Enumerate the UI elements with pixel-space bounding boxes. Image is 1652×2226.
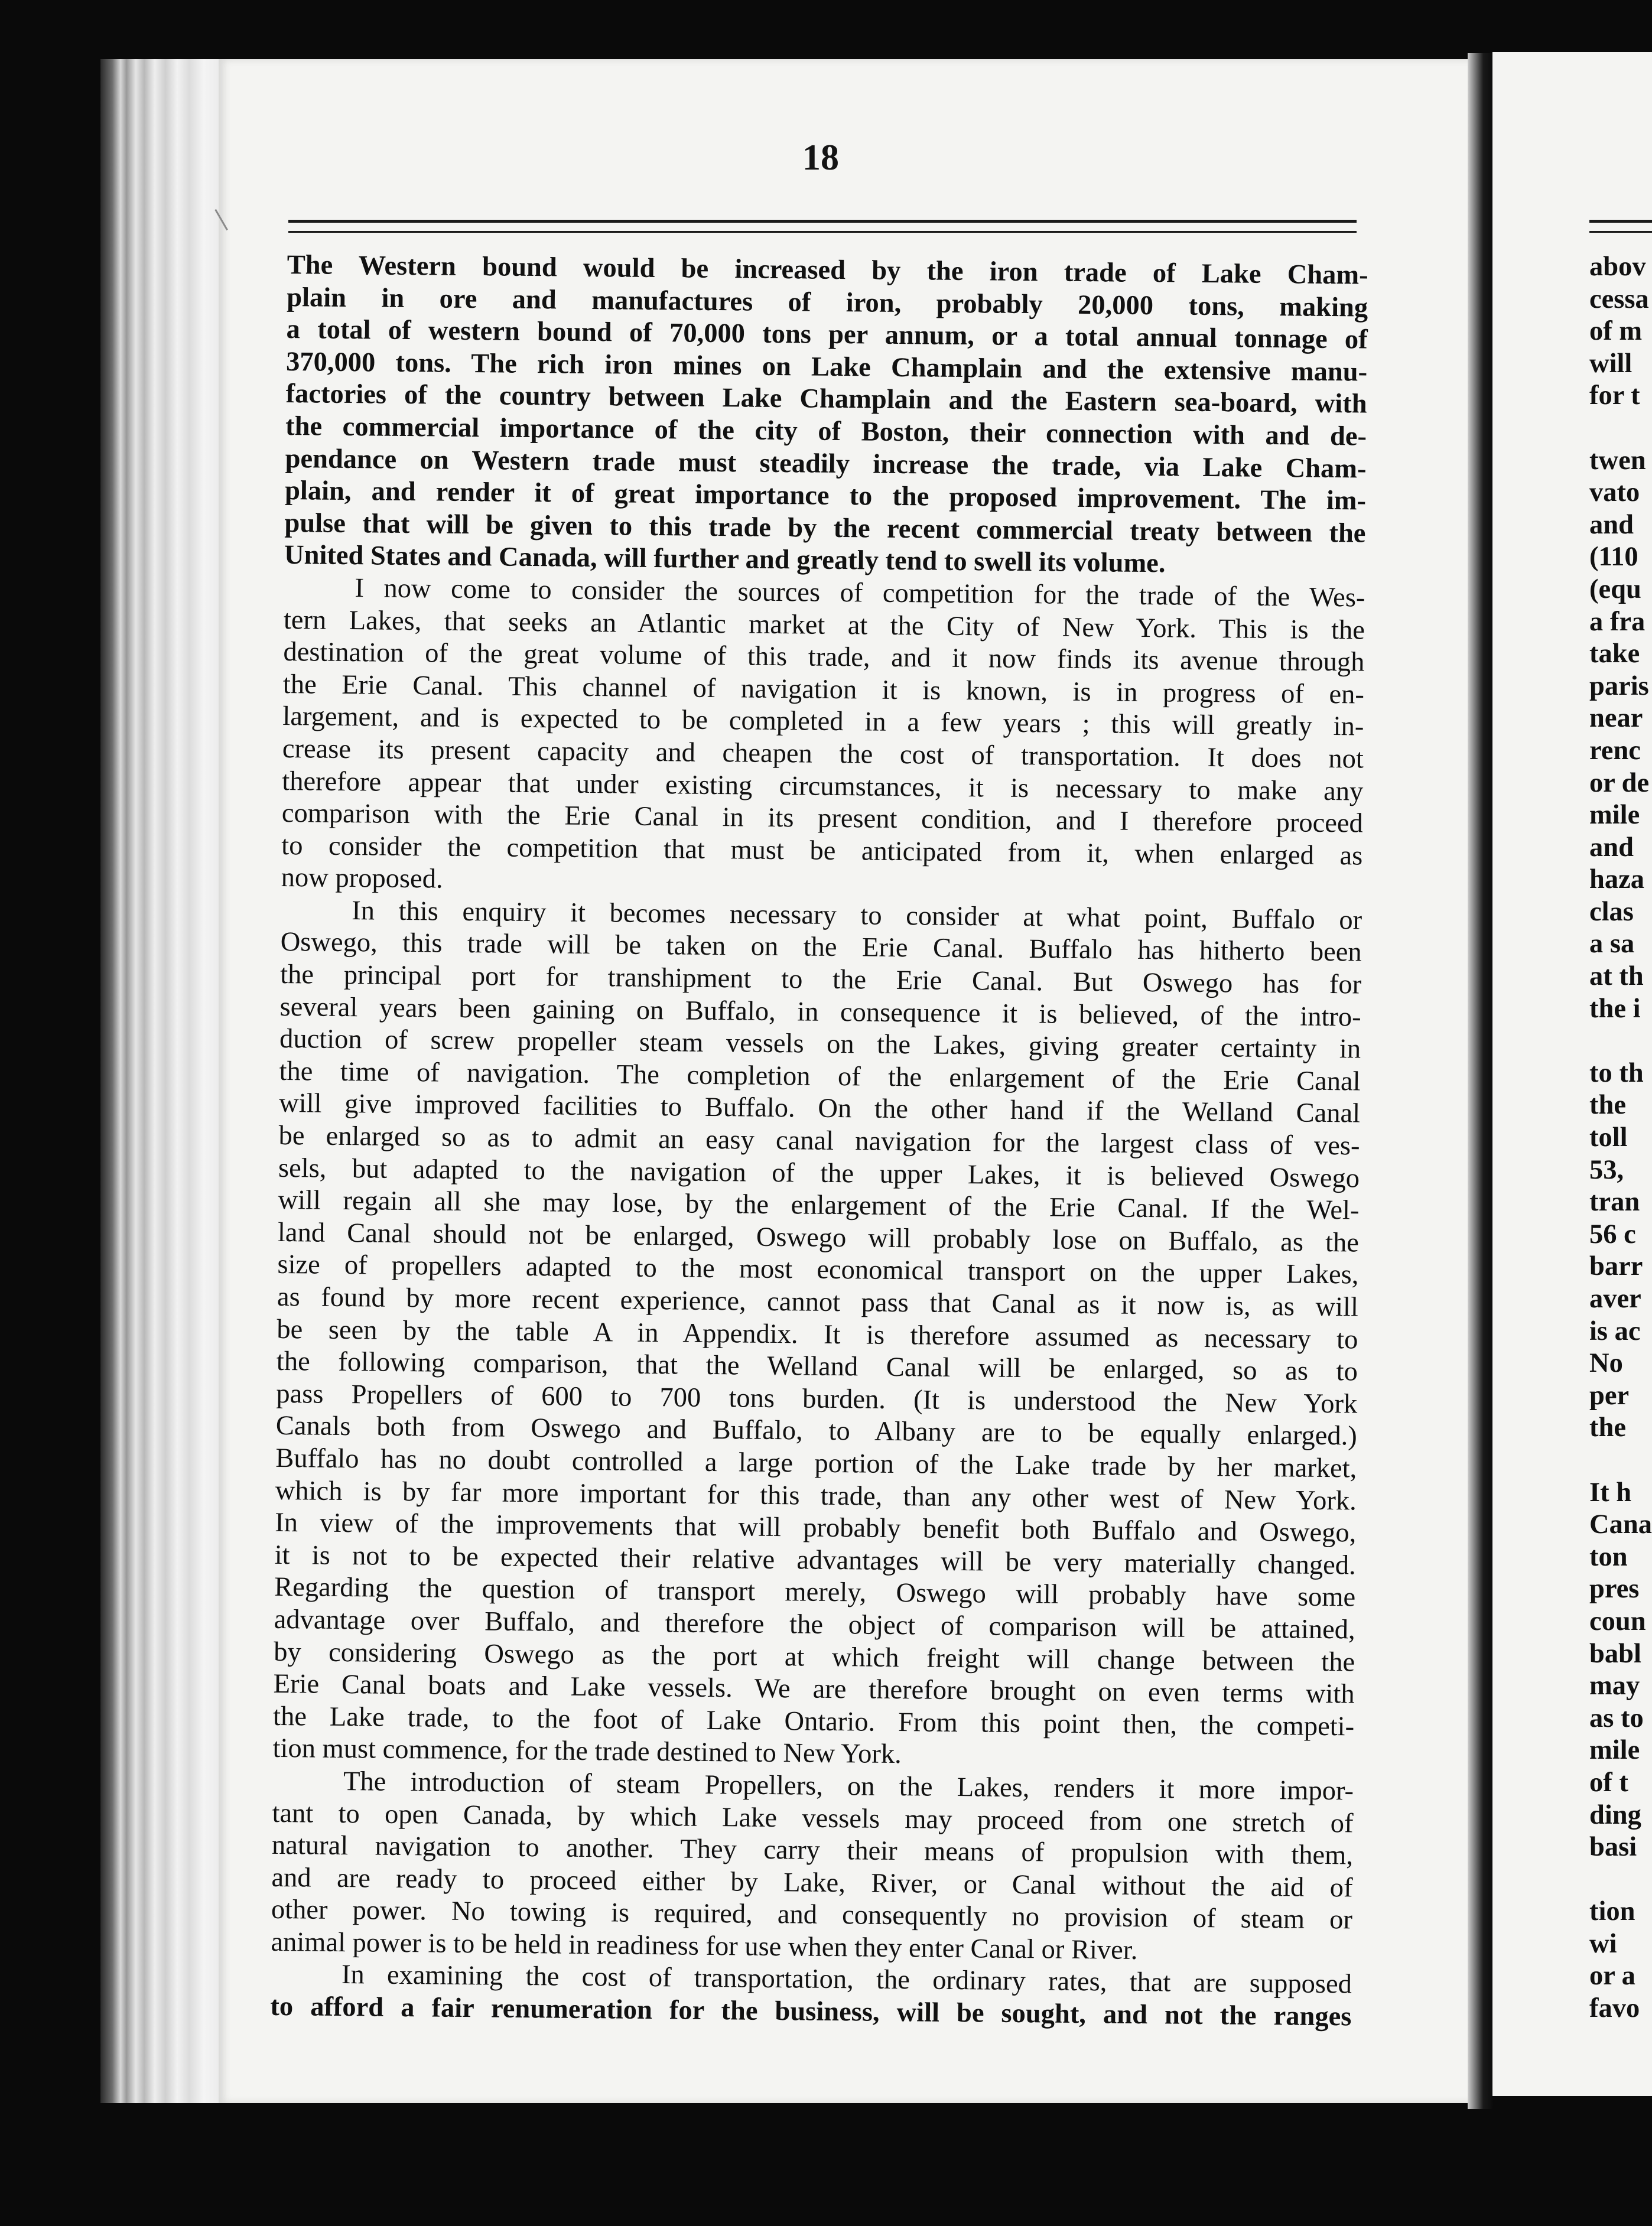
page-number: 18 (802, 138, 839, 178)
right-page-fragment: toll (1589, 1122, 1628, 1153)
text-line: by considering Oswego as the port at which freight will change between the (273, 1636, 1355, 1677)
right-page-fragment: the (1589, 1413, 1626, 1443)
right-page-fragment: paris (1589, 671, 1649, 701)
right-page-fragment: pres (1589, 1574, 1640, 1605)
text-line: land Canal should not be enlarged, Oswego will probably lose on Buffalo, as the (277, 1217, 1360, 1258)
text-line: 370,000 tons. The rich iron mines on Lake Champlain and the extensive manu- (285, 346, 1368, 388)
text-line: Regarding the question of transport merely, Oswego will probably have some (274, 1572, 1356, 1613)
text-line: be enlarged so as to admit an easy canal navigation for the largest class of ves- (278, 1120, 1360, 1161)
text-line: pass Propellers of 600 to 700 tons burden. (It is understood the New York (276, 1378, 1358, 1420)
text-line: United States and Canada, will further and greatly tend to swell its volume. (284, 540, 1166, 579)
right-page-fragment (1589, 1864, 1652, 1896)
text-line: the time of navigation. The completion of the enlargement of the Erie Canal (279, 1056, 1361, 1097)
right-page-fragment: take (1589, 639, 1640, 669)
right-page-fragment: is ac (1589, 1316, 1641, 1346)
right-page-fragment: vato (1589, 477, 1640, 508)
text-line: tion must commence, for the trade destined to New York. (272, 1733, 902, 1770)
right-page-fragment: coun (1589, 1606, 1646, 1636)
text-line: several years been gaining on Buffalo, in consequence it is believed, of the intro- (279, 991, 1361, 1033)
text-line: the following comparison, that the Welland Canal will be enlarged, so as to (276, 1346, 1358, 1387)
right-page-fragment: barr (1589, 1251, 1643, 1282)
right-page-fragment: clas (1589, 896, 1634, 927)
right-page-fragment (1589, 412, 1652, 445)
right-page-fragment: to th (1589, 1057, 1644, 1088)
right-page-fragment: 53, (1589, 1154, 1624, 1185)
right-page-fragment: Cana (1589, 1509, 1652, 1540)
right-page-fragment: babl (1589, 1638, 1641, 1669)
text-line: it is not to be expected their relative advantages will be very materially changed. (274, 1540, 1356, 1581)
text-line: therefore appear that under existing circumstances, it is necessary to make any (282, 766, 1364, 807)
right-page-fragment: at th (1589, 961, 1644, 992)
page-gutter (1468, 53, 1494, 2109)
right-page-fragment: near (1589, 703, 1643, 734)
text-line: pulse that will be given to this trade by the recent commercial treaty between the (284, 507, 1366, 549)
right-page-fragment: and (1589, 509, 1634, 540)
right-page-fragment: the (1589, 1090, 1626, 1121)
right-page-fragment: 56 c (1589, 1219, 1636, 1249)
text-line: to consider the competition that must be anticipated from it, when enlarged as (281, 830, 1363, 871)
text-line: animal power is to be held in readiness for use when they enter Canal or River. (271, 1926, 1138, 1965)
text-line: be seen by the table A in Appendix. It is therefore assumed as necessary to (277, 1314, 1358, 1355)
text-line: tant to open Canada, by which Lake vessels may proceed from one stretch of (272, 1798, 1354, 1838)
text-line: factories of the country between Lake Champlain and the Eastern sea-board, with (285, 379, 1367, 419)
text-line: comparison with the Erie Canal in its present condition, and I therefore proceed (281, 798, 1363, 839)
body-text (270, 249, 1368, 2033)
text-line: to afford a fair renumeration for the business, will be sought, and not the ranges (270, 1991, 1352, 2032)
right-page-fragment: wi (1589, 1928, 1617, 1959)
text-line: as found by more recent experience, cannot pass that Canal as it now is, as will (277, 1281, 1359, 1323)
right-page-fragment (1589, 1025, 1652, 1057)
right-page-fragment: favo (1589, 1993, 1640, 2024)
right-page-fragment: and (1589, 832, 1634, 863)
text-line: sels, but adapted to the navigation of the upper Lakes, it is believed Oswego (278, 1153, 1360, 1194)
header-rule (288, 220, 1357, 233)
right-page-fragment: basi (1589, 1832, 1637, 1863)
text-line: Canals both from Oswego and Buffalo, to Albany are to be equally enlarged.) (275, 1411, 1358, 1452)
right-page-fragment: ding (1589, 1799, 1641, 1830)
text-line: plain, and render it of great importance to the proposed improvement. The im- (284, 476, 1367, 516)
right-page-fragment: twen (1589, 445, 1646, 476)
text-line: will give improved facilities to Buffalo. On the other hand if the Welland Canal (278, 1088, 1361, 1129)
right-page-fragment (1589, 1444, 1652, 1477)
text-line: Buffalo has no doubt controlled a large portion of the Lake trade by her market, (275, 1443, 1357, 1484)
header-rule-right-page (1589, 220, 1652, 233)
text-line: the Lake trade, to the foot of Lake Ontario. From this point then, the competi- (272, 1701, 1355, 1742)
right-page-fragment: as to (1589, 1703, 1644, 1733)
text-line: the principal port for transhipment to the Erie Canal. But Oswego has for (279, 959, 1362, 1000)
text-line: and are ready to proceed either by Lake, River, or Canal without the aid of (271, 1862, 1353, 1903)
text-line: tern Lakes, that seeks an Atlantic market at the City of New York. This is the (283, 604, 1365, 646)
text-line: size of propellers adapted to the most economical transport on the upper Lakes, (277, 1249, 1359, 1290)
right-page-fragment: haza (1589, 864, 1644, 895)
text-line: the Erie Canal. This channel of navigation it is known, is in progress of en- (282, 669, 1365, 710)
text-line: destination of the great volume of this trade, and it now finds its avenue through (283, 637, 1365, 678)
text-line: natural navigation to another. They carry their means of propulsion with them, (271, 1830, 1354, 1871)
right-page-fragment: (110 (1589, 542, 1638, 572)
text-line: other power. No towing is required, and consequently no provision of steam or (271, 1895, 1353, 1935)
text-line: In examining the cost of transportation, the ordinary rates, that are supposed (341, 1960, 1352, 2000)
book-binding-edge (100, 59, 225, 2103)
right-page-fragment: It h (1589, 1477, 1632, 1508)
text-line: now proposed. (281, 863, 443, 894)
right-page-fragment: will (1589, 348, 1633, 379)
right-page-fragment: of t (1589, 1767, 1628, 1798)
right-page-fragment: abov (1589, 252, 1646, 282)
text-line: largement, and is expected to be completed in a few years ; this will greatly in- (282, 701, 1364, 742)
text-line: a total of western bound of 70,000 tons per annum, or a total annual tonnage of (286, 314, 1368, 355)
right-page-fragment: tion (1589, 1896, 1635, 1927)
right-page-text-fragments (1589, 251, 1652, 2025)
right-page-fragment: may (1589, 1671, 1640, 1701)
text-line: The Western bound would be increased by the iron trade of Lake Cham- (287, 249, 1368, 291)
right-page-fragment: mile (1589, 1735, 1640, 1766)
right-page-fragment: renc (1589, 735, 1641, 766)
right-page-fragment: per (1589, 1380, 1630, 1411)
right-page-fragment: (equ (1589, 574, 1641, 604)
text-line: the commercial importance of the city of Boston, their connection with and de- (285, 411, 1367, 452)
right-page-fragment: or de (1589, 767, 1650, 798)
text-line: Erie Canal boats and Lake vessels. We are therefore brought on even terms with (273, 1669, 1355, 1710)
text-line: I now come to consider the sources of competition for the trade of the Wes- (355, 573, 1365, 613)
text-line: pendance on Western trade must steadily increase the trade, via Lake Cham- (285, 443, 1367, 484)
right-page-fragment: tran (1589, 1187, 1640, 1218)
right-page-fragment: a fra (1589, 606, 1646, 637)
text-line: advantage over Buffalo, and therefore the object of comparison will be attained, (274, 1604, 1355, 1645)
text-line: plain in ore and manufactures of iron, probably 20,000 tons, making (286, 282, 1368, 323)
right-page-fragment: of m (1589, 316, 1643, 347)
right-page-fragment: ton (1589, 1541, 1628, 1572)
text-line: The introduction of steam Propellers, on the Lakes, renders it more impor- (343, 1766, 1354, 1807)
right-page-fragment: aver (1589, 1284, 1641, 1314)
text-line: In this enquiry it becomes necessary to consider at what point, Buffalo or (352, 895, 1362, 936)
right-page-fragment: or a (1589, 1961, 1635, 1991)
text-line: which is by far more important for this trade, than any other west of New York. (275, 1475, 1357, 1516)
text-line: crease its present capacity and cheapen the cost of transportation. It does not (282, 733, 1364, 774)
right-page-fragment: mile (1589, 800, 1640, 831)
text-line: In view of the improvements that will probably benefit both Buffalo and Oswego, (275, 1508, 1357, 1548)
text-line: duction of screw propeller steam vessels on the Lakes, giving greater certainty in (279, 1024, 1361, 1065)
right-page-fragment: No (1589, 1348, 1623, 1379)
right-page-fragment: for t (1589, 380, 1640, 411)
right-page-fragment: a sa (1589, 929, 1635, 959)
right-page-fragment: the i (1589, 993, 1641, 1024)
text-line: Oswego, this trade will be taken on the Erie Canal. Buffalo has hitherto been (280, 927, 1362, 968)
text-line: will regain all she may lose, by the enlargement of the Erie Canal. If the Wel- (278, 1185, 1360, 1226)
right-page-fragment: cessa (1589, 284, 1649, 314)
